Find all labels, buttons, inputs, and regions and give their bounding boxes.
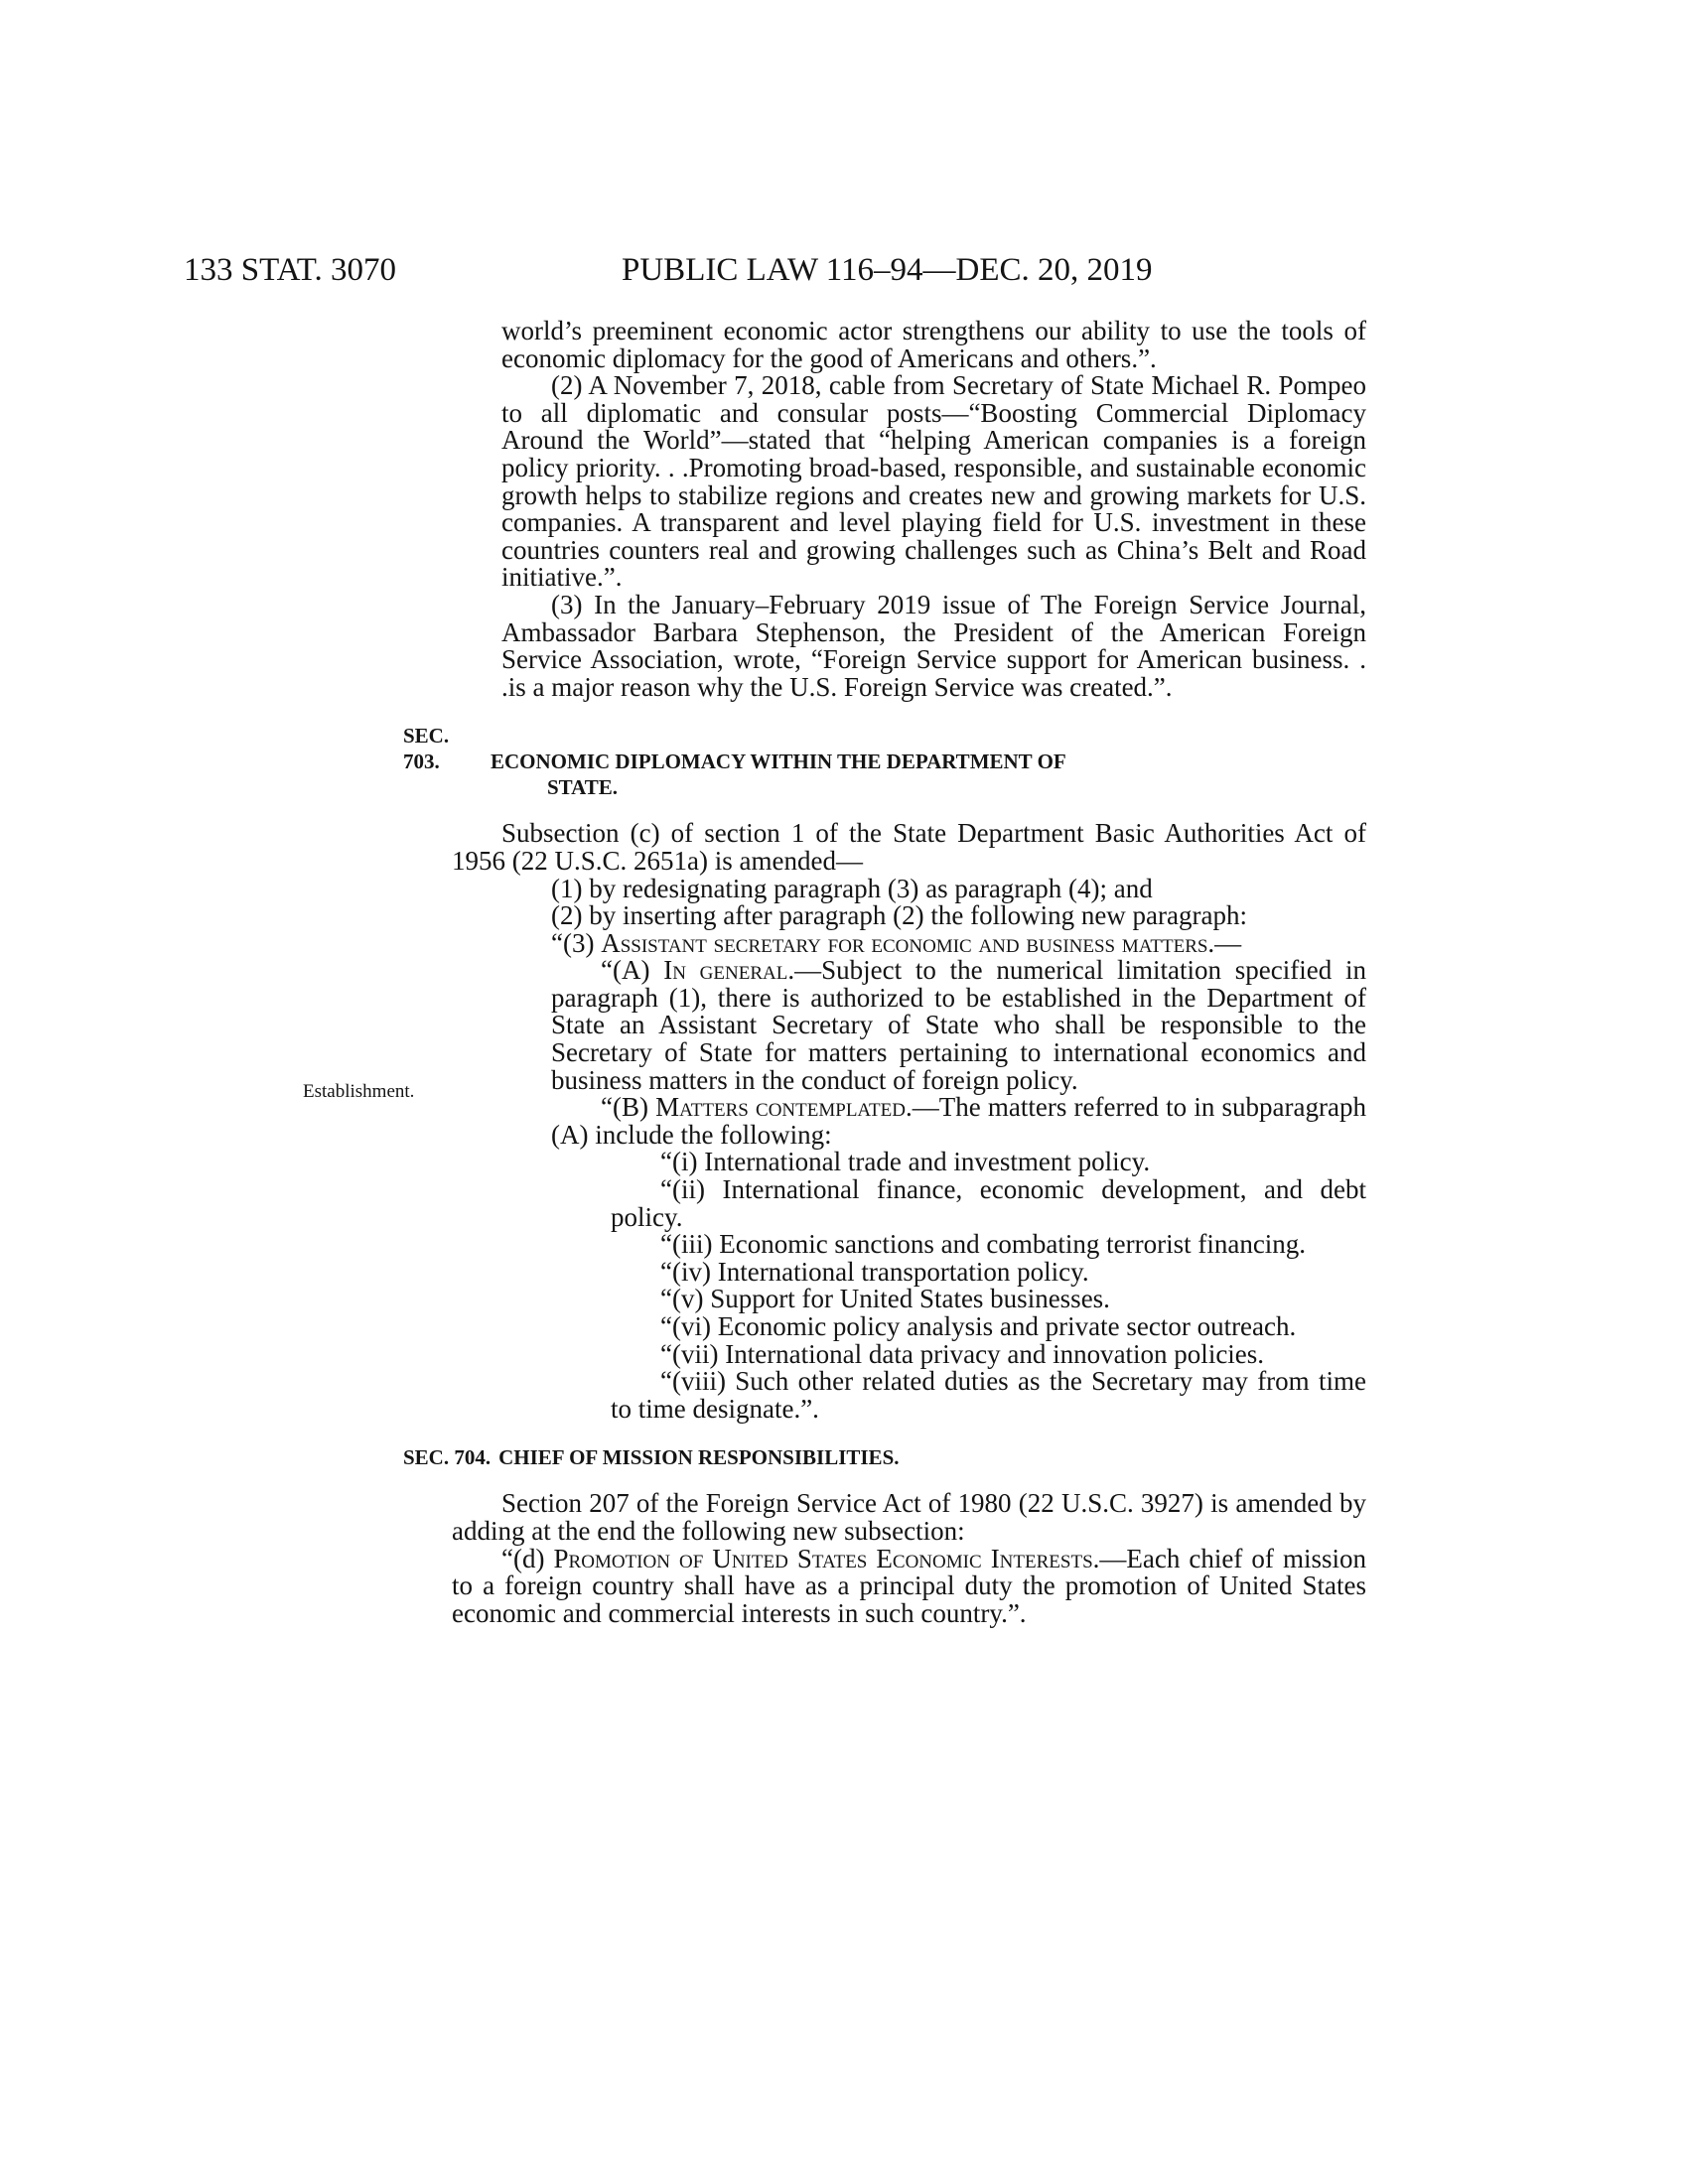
section-703-title-line2: STATE. bbox=[547, 775, 618, 800]
paragraph-3-heading-text: Assistant secretary for economic and business matters.— bbox=[601, 927, 1242, 958]
clause-viii: “(viii) Such other related duties as the Secretary may from time to time designate.”. bbox=[611, 1366, 1366, 1424]
subparagraph-A-heading: In general. bbox=[663, 955, 795, 986]
subparagraph-B-heading: Matters contemplated. bbox=[655, 1092, 913, 1123]
margin-note-establishment: Establishment. bbox=[303, 1081, 415, 1102]
clause-vi: “(vi) Economic policy analysis and private sector outreach. bbox=[660, 1311, 1297, 1341]
clause-iii: “(iii) Economic sanctions and combating terrorist financing. bbox=[660, 1229, 1307, 1260]
subparagraph-B-prefix: “(B) bbox=[601, 1092, 656, 1123]
subparagraph-A-text: —Subject to the numerical limitation specified in paragraph (1), there is authorized to be established in the Department of State an Assistant Secretary of State who shall be responsible to the Secretary of State for matters pertaining to international economics and business matters in the conduct of foreign policy. bbox=[551, 955, 1366, 1095]
page-folio: 133 STAT. 3070 bbox=[184, 252, 397, 288]
paragraph-3-prefix: “(3) bbox=[551, 927, 602, 958]
section-703-item-2: (2) by inserting after paragraph (2) the following new paragraph: bbox=[551, 900, 1247, 931]
section-703-title-line1: ECONOMIC DIPLOMACY WITHIN THE DEPARTMENT OF bbox=[491, 750, 1066, 774]
subsection-d-prefix: “(d) bbox=[501, 1543, 554, 1573]
section-704-title: CHIEF OF MISSION RESPONSIBILITIES. bbox=[498, 1445, 900, 1470]
subparagraph-B-text: —The matters referred to in subparagraph (A) include the following: bbox=[551, 1092, 1366, 1150]
clause-v: “(v) Support for United States businesses. bbox=[660, 1284, 1110, 1314]
section-704-heading bbox=[403, 1444, 1366, 1470]
clause-i: “(i) International trade and investment policy. bbox=[660, 1147, 1151, 1177]
subparagraph-A-prefix: “(A) bbox=[601, 955, 664, 986]
paragraph-3: (3) In the January–February 2019 issue of The Foreign Service Journal, Ambassador Barbara Stephenson, the President of the American Foreign Service Association, wrote, “Foreign Service support for American business. . .is a major reason why the U.S. Foreign Service was created.”. bbox=[501, 589, 1366, 702]
section-703-heading bbox=[403, 723, 1366, 800]
clause-iv: “(iv) International transportation policy. bbox=[660, 1256, 1089, 1287]
subparagraph-B bbox=[501, 1094, 1366, 1149]
section-704-intro: Section 207 of the Foreign Service Act of 1980 (22 U.S.C. 3927) is amended by adding at the end the following new subsection: bbox=[452, 1488, 1366, 1546]
section-704-number: SEC. 704. bbox=[403, 1445, 492, 1470]
law-title-header: PUBLIC LAW 116–94—DEC. 20, 2019 bbox=[622, 252, 1153, 288]
paragraph-2: (2) A November 7, 2018, cable from Secretary of State Michael R. Pompeo to all diplomatic and consular posts—“Boosting Commercial Diplomacy Around the World”—stated that “helping American companies is a foreign policy priority. . .Promoting broad-based, responsible, and sustainable economic growth helps to stabilize regions and creates new and growing markets for U.S. companies. A transparent and level playing field for U.S. investment in these countries counters real and growing challenges such as China’s Belt and Road initiative.”. bbox=[501, 370, 1366, 593]
clause-ii: “(ii) International finance, economic development, and debt policy. bbox=[611, 1174, 1366, 1232]
subsection-d-text: —Each chief of mission to a foreign country shall have as a principal duty the promotion of United States economic and commercial interests in such country.”. bbox=[452, 1543, 1366, 1628]
section-703-item-1: (1) by redesignating paragraph (3) as paragraph (4); and bbox=[551, 873, 1153, 903]
section-703-intro: Subsection (c) of section 1 of the State Department Basic Authorities Act of 1956 (22 U.S.C. 2651a) is amended— bbox=[452, 818, 1366, 876]
paragraph-3-heading bbox=[501, 927, 1366, 958]
clause-vii: “(vii) International data privacy and innovation policies. bbox=[660, 1338, 1265, 1369]
subparagraph-A bbox=[501, 957, 1366, 1094]
statute-body bbox=[403, 316, 1366, 1628]
running-head bbox=[184, 250, 1365, 290]
section-703-number: SEC. 703. bbox=[403, 724, 450, 774]
subsection-d-heading: Promotion of United States Economic Interests. bbox=[553, 1543, 1100, 1573]
paragraph-intro: world’s preeminent economic actor strengthens our ability to use the tools of economic diplomacy for the good of Americans and others.”. bbox=[501, 316, 1366, 373]
subsection-d bbox=[452, 1543, 1366, 1628]
